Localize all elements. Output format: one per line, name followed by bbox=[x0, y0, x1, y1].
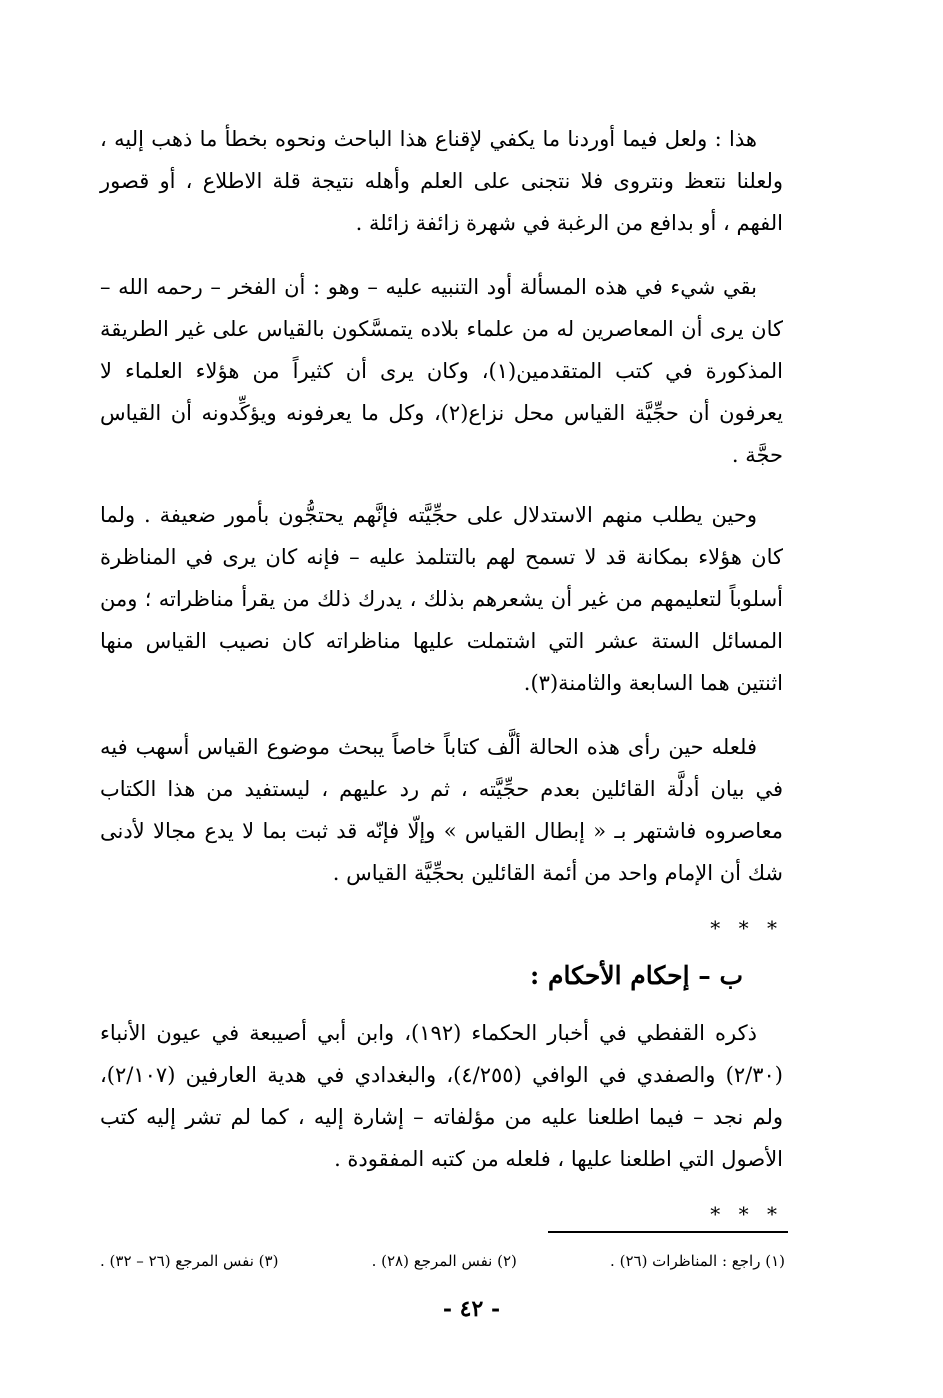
main-text bbox=[100, 118, 783, 1242]
footnote-2: (٢) نفس المرجع (٢٨) . bbox=[371, 1252, 517, 1270]
section-heading: ب – إحكام الأحكام : bbox=[530, 961, 743, 990]
paragraph-3: وحين يطلب منهم الاستدلال على حجِّيَّته فإنَّهم يحتجُّون بأمور ضعيفة . ولما كان هؤلاء بمكانة قد لا تسمح لهم بالتتلمذ عليه – فإنه كان يرى في المناظرة أسلوباً لتعليمهم من غير أن يشعرهم بذلك ، يدرك ذلك من يقرأ مناظراته ؛ ومن المسائل الستة عشر التي اشتملت عليها مناظراته كان نصيب القياس منها اثنتين هما السابعة والثامنة(٣). bbox=[100, 503, 783, 695]
separator-stars-2: * * * bbox=[710, 1202, 783, 1226]
footnote-3: (٣) نفس المرجع (٢٦ – ٣٢) . bbox=[100, 1252, 279, 1270]
section-paragraph: ذكره القفطي في أخبار الحكماء (١٩٢)، وابن أبي أصيبعة في عيون الأنباء (٢/٣٠) والصفدي في الوافي (٤/٢٥٥)، والبغدادي في هدية العارفين (٢/١٠٧)، ولم نجد – فيما اطلعنا عليه من مؤلفاته – إشارة إليه ، كما لم تشر إليه كتب الأصول التي اطلعنا عليها ، فلعله من كتبه المفقودة . bbox=[100, 1021, 783, 1171]
footnote-1: (١) راجع : المناظرات (٢٦) . bbox=[610, 1252, 785, 1270]
footnote-rule bbox=[548, 1231, 788, 1233]
page-number: - ٤٢ - bbox=[442, 1296, 501, 1322]
footnotes bbox=[100, 1252, 785, 1270]
paragraph-1: هذا : ولعل فيما أوردنا ما يكفي لإقناع هذا الباحث ونحوه بخطأ ما ذهب إليه ، ولعلنا نتعظ ونتروى فلا نتجنى على العلم وأهله نتيجة قلة الاطلاع ، أو قصور الفهم ، أو بدافع من الرغبة في شهرة زائفة زائلة . bbox=[100, 127, 783, 235]
separator-stars: * * * bbox=[710, 916, 783, 940]
paragraph-2: بقي شيء في هذه المسألة أود التنبيه عليه – وهو : أن الفخر – رحمه الله – كان يرى أن المعاصرين له من علماء بلاده يتمسَّكون بالقياس على غير الطريقة المذكورة في كتب المتقدمين(١)، وكان يرى أن كثيراً من هؤلاء العلماء لا يعرفون أن حجِّيَّة القياس محل نزاع(٢)، وكل ما يعرفونه ويؤكِّدونه أن القياس حجَّة . bbox=[100, 275, 784, 467]
paragraph-4: فلعله حين رأى هذه الحالة ألَّف كتاباً خاصاً يبحث موضوع القياس أسهب فيه في بيان أدلَّة القائلين بعدم حجِّيَّته ، ثم رد عليهم ، ليستفيد من هذا الكتاب معاصروه فاشتهر بـ « إبطال القياس » وإلّا فإنّه قد ثبت بما لا يدع مجالا لأدنى شك أن الإمام واحد من أئمة القائلين بحجِّيَّة القياس . bbox=[100, 735, 783, 885]
